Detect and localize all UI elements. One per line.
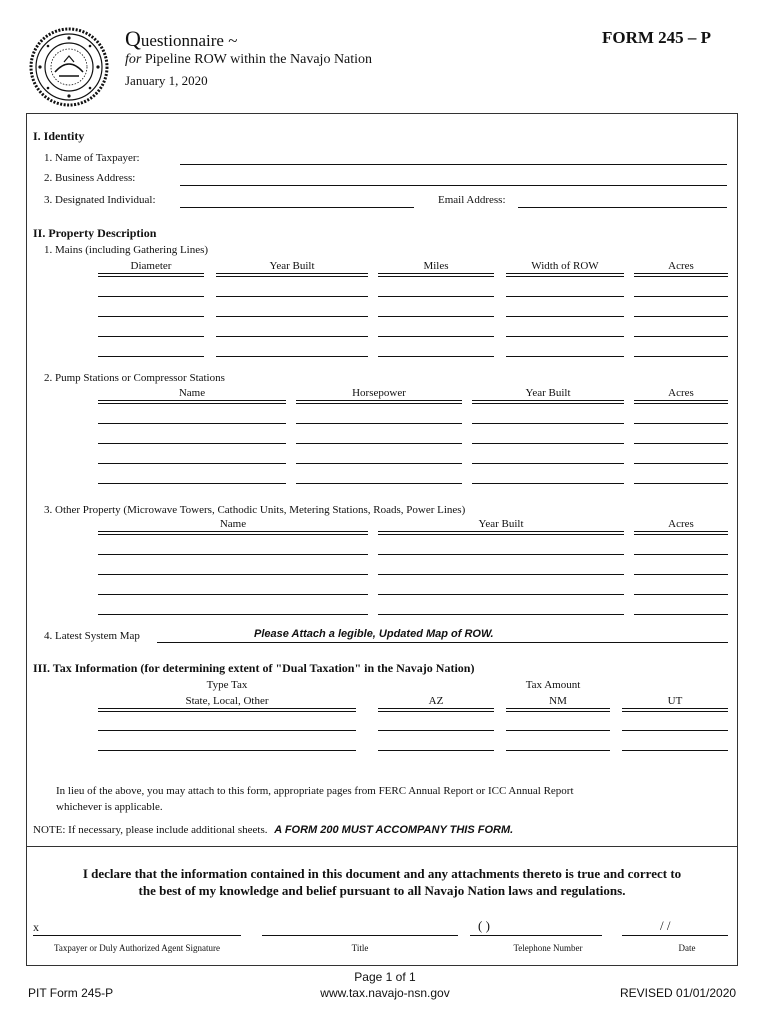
pump-col-year-built: Year Built (525, 387, 571, 399)
other-col-year-built: Year Built (478, 518, 524, 530)
form-subtitle (125, 52, 372, 68)
pump-header-rule (472, 400, 624, 404)
mains-cell[interactable] (634, 356, 728, 357)
footer-form-id: PIT Form 245-P (28, 986, 114, 1000)
mains-col-diameter: Diameter (130, 260, 172, 272)
mains-cell[interactable] (98, 356, 204, 357)
telephone-caption: Telephone Number (513, 943, 583, 953)
date-field[interactable] (622, 935, 728, 936)
email-address-field[interactable] (518, 207, 727, 208)
pump-col-name: Name (178, 387, 206, 399)
tax-cell[interactable] (506, 730, 610, 731)
tax-cell[interactable] (98, 750, 356, 751)
form-title (125, 26, 237, 52)
tax-col-ut: UT (667, 695, 683, 707)
lieu-note-line-2: whichever is applicable. (56, 801, 163, 813)
mains-cell[interactable] (98, 316, 204, 317)
pump-header-rule (98, 400, 286, 404)
other-header-rule (634, 531, 728, 535)
signature-x-mark: x (33, 920, 39, 934)
other-cell[interactable] (634, 574, 728, 575)
other-cell[interactable] (378, 554, 624, 555)
declaration-line-1: I declare that the information contained in this document and any attachments thereto is true and correct to (82, 866, 682, 881)
email-address-label: Email Address: (438, 194, 506, 206)
mains-cell[interactable] (506, 296, 624, 297)
pump-cell[interactable] (296, 423, 462, 424)
tax-col-az: AZ (428, 695, 444, 707)
mains-col-miles: Miles (423, 260, 449, 272)
mains-cell[interactable] (98, 336, 204, 337)
system-map-note: Please Attach a legible, Updated Map of ROW. (254, 628, 494, 640)
mains-cell[interactable] (216, 356, 368, 357)
mains-cell[interactable] (506, 316, 624, 317)
footer-revised-date: REVISED 01/01/2020 (620, 986, 737, 1000)
mains-cell[interactable] (378, 316, 494, 317)
other-header-rule (378, 531, 624, 535)
property-heading: II. Property Description (33, 226, 157, 240)
other-cell[interactable] (98, 594, 368, 595)
pump-cell[interactable] (634, 463, 728, 464)
declaration-divider (27, 846, 737, 847)
telephone-parens: ( ) (478, 918, 490, 933)
other-cell[interactable] (378, 594, 624, 595)
pump-cell[interactable] (98, 463, 286, 464)
pump-cell[interactable] (472, 423, 624, 424)
other-cell[interactable] (378, 574, 624, 575)
other-property-label: 3. Other Property (Microwave Towers, Cathodic Units, Metering Stations, Roads, Power Lines) (44, 504, 466, 516)
pump-cell[interactable] (634, 423, 728, 424)
tax-cell[interactable] (506, 750, 610, 751)
pump-cell[interactable] (472, 483, 624, 484)
subtitle-text: Pipeline ROW within the Navajo Nation (144, 52, 373, 67)
pump-stations-label: 2. Pump Stations or Compressor Stations (44, 372, 225, 384)
lieu-note-line-1: In lieu of the above, you may attach to this form, appropriate pages from FERC Annual Report or ICC Annual Report (56, 785, 574, 797)
pump-header-rule (296, 400, 462, 404)
subtitle-for: for (125, 52, 142, 67)
signature-field[interactable] (33, 935, 241, 936)
additional-sheets-note (33, 824, 513, 836)
form-title-initial: Q (125, 26, 141, 51)
mains-col-acres: Acres (668, 260, 694, 272)
tax-cell[interactable] (622, 730, 728, 731)
tax-col-nm: NM (549, 695, 567, 707)
tax-cell[interactable] (378, 730, 494, 731)
tax-cell[interactable] (98, 730, 356, 731)
pump-cell[interactable] (472, 463, 624, 464)
mains-header-rule (378, 273, 494, 277)
pump-col-horsepower: Horsepower (352, 387, 406, 399)
mains-cell[interactable] (216, 316, 368, 317)
pump-cell[interactable] (296, 483, 462, 484)
date-caption: Date (678, 943, 696, 953)
note-prefix: NOTE: If necessary, please include additional sheets. (33, 824, 268, 836)
form-200-warning: A FORM 200 MUST ACCOMPANY THIS FORM. (274, 824, 514, 836)
mains-header-rule (506, 273, 624, 277)
name-of-taxpayer-label: 1. Name of Taxpayer: (44, 152, 140, 164)
mains-cell[interactable] (216, 336, 368, 337)
mains-cell[interactable] (506, 336, 624, 337)
form-number: FORM 245 – P (602, 28, 712, 47)
mains-header-rule (634, 273, 728, 277)
tax-header-rule (622, 708, 728, 712)
pump-cell[interactable] (634, 483, 728, 484)
system-map-field[interactable] (157, 642, 728, 643)
pump-cell[interactable] (296, 443, 462, 444)
mains-cell[interactable] (378, 356, 494, 357)
business-address-field[interactable] (180, 185, 727, 186)
title-caption: Title (351, 943, 369, 953)
tax-heading: III. Tax Information (for determining extent of "Dual Taxation" in the Navajo Nation) (33, 661, 475, 675)
mains-cell[interactable] (634, 336, 728, 337)
mains-cell[interactable] (634, 296, 728, 297)
mains-label: 1. Mains (including Gathering Lines) (44, 244, 209, 256)
pump-cell[interactable] (634, 443, 728, 444)
mains-cell[interactable] (216, 296, 368, 297)
tax-cell[interactable] (378, 750, 494, 751)
pump-cell[interactable] (98, 483, 286, 484)
designated-individual-label: 3. Designated Individual: (44, 194, 156, 206)
mains-cell[interactable] (98, 296, 204, 297)
other-cell[interactable] (634, 594, 728, 595)
tax-cell[interactable] (622, 750, 728, 751)
mains-header-rule (98, 273, 204, 277)
other-cell[interactable] (634, 614, 728, 615)
pump-header-rule (634, 400, 728, 404)
footer-url[interactable]: www.tax.navajo-nsn.gov (320, 986, 450, 1000)
other-cell[interactable] (98, 614, 368, 615)
designated-individual-field[interactable] (180, 207, 414, 208)
mains-header-rule (216, 273, 368, 277)
other-cell[interactable] (98, 574, 368, 575)
other-header-rule (98, 531, 368, 535)
date-slashes: / / (660, 918, 671, 933)
tax-amount-label: Tax Amount (525, 679, 581, 691)
declaration-line-2: the best of my knowledge and belief pursuant to all Navajo Nation laws and regulations. (138, 883, 626, 898)
mains-cell[interactable] (506, 356, 624, 357)
business-address-label: 2. Business Address: (44, 172, 136, 184)
mains-cell[interactable] (378, 336, 494, 337)
footer-page-number: Page 1 of 1 (354, 970, 416, 984)
navajo-nation-seal (28, 26, 110, 108)
system-map-label: 4. Latest System Map (44, 630, 140, 642)
pump-cell[interactable] (296, 463, 462, 464)
other-col-acres: Acres (668, 518, 694, 530)
other-col-name: Name (219, 518, 247, 530)
pump-cell[interactable] (98, 443, 286, 444)
form-date: January 1, 2020 (125, 73, 208, 88)
signature-caption: Taxpayer or Duly Authorized Agent Signature (53, 943, 221, 953)
mains-cell[interactable] (634, 316, 728, 317)
tax-header-rule (506, 708, 610, 712)
identity-heading: I. Identity (33, 129, 85, 143)
name-of-taxpayer-field[interactable] (180, 164, 727, 165)
form-title-rest: uestionnaire ~ (140, 31, 238, 50)
mains-col-width-of-row: Width of ROW (531, 260, 599, 272)
pump-col-acres: Acres (668, 387, 694, 399)
type-tax-label: Type Tax (206, 679, 248, 691)
other-cell[interactable] (378, 614, 624, 615)
tax-header-rule (98, 708, 356, 712)
tax-header-rule (378, 708, 494, 712)
other-cell[interactable] (634, 554, 728, 555)
telephone-field[interactable] (470, 935, 602, 936)
mains-cell[interactable] (378, 296, 494, 297)
title-field[interactable] (262, 935, 458, 936)
type-tax-sub-label: State, Local, Other (185, 695, 269, 707)
pump-cell[interactable] (472, 443, 624, 444)
mains-col-year-built: Year Built (269, 260, 315, 272)
pump-cell[interactable] (98, 423, 286, 424)
other-cell[interactable] (98, 554, 368, 555)
